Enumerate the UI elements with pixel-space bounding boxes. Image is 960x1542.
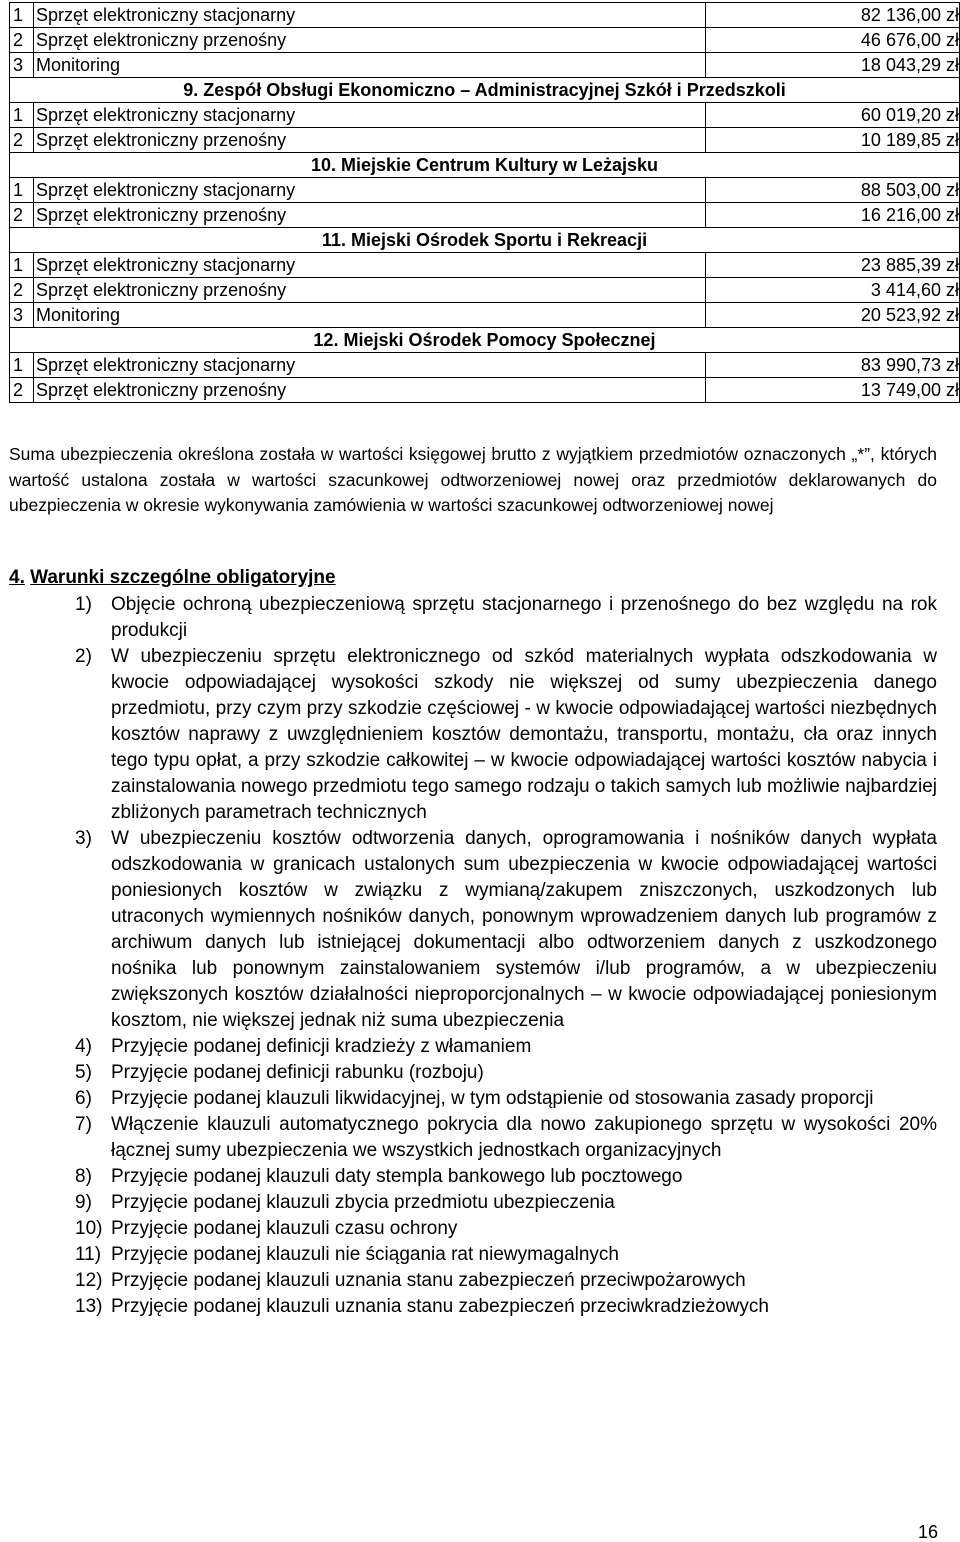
row-number: 1 bbox=[10, 178, 34, 203]
section-heading: Warunki szczególne obligatoryjne bbox=[30, 567, 336, 588]
item-value: 88 503,00 zł bbox=[706, 178, 960, 203]
table-row bbox=[10, 178, 960, 203]
item-value: 16 216,00 zł bbox=[706, 203, 960, 228]
condition-text: Przyjęcie podanej klauzuli likwidacyjnej, w tym odstąpienie od stosowania zasady proporcji bbox=[111, 1088, 874, 1109]
condition-item bbox=[9, 592, 937, 644]
condition-text: Przyjęcie podanej definicji rabunku (rozboju) bbox=[111, 1062, 484, 1083]
condition-item bbox=[9, 1190, 937, 1216]
condition-item bbox=[9, 1268, 937, 1294]
table-row bbox=[10, 28, 960, 53]
condition-item bbox=[9, 1294, 937, 1320]
table-row bbox=[10, 353, 960, 378]
condition-item bbox=[9, 1242, 937, 1268]
item-name: Sprzęt elektroniczny przenośny bbox=[34, 128, 706, 153]
item-value: 3 414,60 zł bbox=[706, 278, 960, 303]
condition-marker: 10) bbox=[75, 1218, 103, 1239]
row-number: 1 bbox=[10, 253, 34, 278]
condition-text: Przyjęcie podanej klauzuli daty stempla bankowego lub pocztowego bbox=[111, 1166, 683, 1187]
condition-text: Przyjęcie podanej klauzuli uznania stanu zabezpieczeń przeciwpożarowych bbox=[111, 1270, 746, 1291]
table-row bbox=[10, 203, 960, 228]
table-section-header bbox=[10, 228, 960, 253]
item-name: Sprzęt elektroniczny stacjonarny bbox=[34, 3, 706, 28]
item-name: Monitoring bbox=[34, 53, 706, 78]
row-number: 2 bbox=[10, 278, 34, 303]
item-name: Monitoring bbox=[34, 303, 706, 328]
row-number: 3 bbox=[10, 53, 34, 78]
item-name: Sprzęt elektroniczny przenośny bbox=[34, 278, 706, 303]
condition-text: Włączenie klauzuli automatycznego pokrycia dla nowo zakupionego sprzętu w wysokości 20% łącznej sumy ubezpieczenia we wszystkich jednostkach organizacyjnych bbox=[111, 1114, 937, 1161]
condition-text: Objęcie ochroną ubezpieczeniową sprzętu stacjonarnego i przenośnego do bez względu na rok produkcji bbox=[111, 594, 937, 641]
table-row bbox=[10, 303, 960, 328]
condition-item bbox=[9, 1060, 937, 1086]
item-value: 10 189,85 zł bbox=[706, 128, 960, 153]
item-value: 60 019,20 zł bbox=[706, 103, 960, 128]
condition-text: Przyjęcie podanej definicji kradzieży z włamaniem bbox=[111, 1036, 532, 1057]
condition-item bbox=[9, 644, 937, 826]
item-value: 20 523,92 zł bbox=[706, 303, 960, 328]
table-row bbox=[10, 53, 960, 78]
table-row bbox=[10, 253, 960, 278]
section-header-text: 11. Miejski Ośrodek Sportu i Rekreacji bbox=[10, 228, 960, 253]
row-number: 1 bbox=[10, 353, 34, 378]
table-row bbox=[10, 128, 960, 153]
condition-marker: 5) bbox=[75, 1062, 92, 1083]
condition-item bbox=[9, 1086, 937, 1112]
table-row bbox=[10, 278, 960, 303]
condition-text: Przyjęcie podanej klauzuli uznania stanu zabezpieczeń przeciwkradzieżowych bbox=[111, 1296, 769, 1317]
table-section-header bbox=[10, 153, 960, 178]
item-value: 13 749,00 zł bbox=[706, 378, 960, 403]
condition-marker: 9) bbox=[75, 1192, 92, 1213]
condition-marker: 1) bbox=[75, 594, 92, 615]
condition-text: W ubezpieczeniu kosztów odtworzenia danych, oprogramowania i nośników danych wypłata odszkodowania w granicach ustalonych sum ubezpieczenia w kwocie odpowiadającej wartości poniesionych kosztów w związku z wymianą/zakupem zniszczonych, uszkodzonych lub utraconych wymiennych nośników danych, ponownym wprowadzeniem danych lub programów z archiwum danych lub istniejącej dokumentacji albo odtworzeniem danych z uszkodzonego nośnika lub ponownym zainstalowaniem systemów i/lub programów, a w ubezpieczeniu zwiększonych kosztów działalności nieproporcjonalnych – w kwocie odpowiadającej poniesionym kosztom, nie większej jednak niż suma ubezpieczenia bbox=[111, 828, 937, 1031]
insurance-table bbox=[9, 2, 960, 403]
condition-item bbox=[9, 826, 937, 1034]
row-number: 2 bbox=[10, 378, 34, 403]
condition-item bbox=[9, 1216, 937, 1242]
row-number: 3 bbox=[10, 303, 34, 328]
condition-marker: 13) bbox=[75, 1296, 103, 1317]
row-number: 1 bbox=[10, 103, 34, 128]
condition-marker: 11) bbox=[75, 1244, 102, 1265]
item-name: Sprzęt elektroniczny stacjonarny bbox=[34, 103, 706, 128]
section-title bbox=[9, 566, 336, 590]
row-number: 2 bbox=[10, 203, 34, 228]
condition-marker: 4) bbox=[75, 1036, 92, 1057]
item-value: 18 043,29 zł bbox=[706, 53, 960, 78]
section-number: 4. bbox=[9, 567, 25, 588]
condition-item bbox=[9, 1034, 937, 1060]
section-header-text: 12. Miejski Ośrodek Pomocy Społecznej bbox=[10, 328, 960, 353]
condition-item bbox=[9, 1112, 937, 1164]
table-row bbox=[10, 3, 960, 28]
condition-marker: 6) bbox=[75, 1088, 92, 1109]
table-section-header bbox=[10, 328, 960, 353]
condition-text: Przyjęcie podanej klauzuli nie ściągania rat niewymagalnych bbox=[111, 1244, 619, 1265]
condition-text: Przyjęcie podanej klauzuli zbycia przedmiotu ubezpieczenia bbox=[111, 1192, 615, 1213]
section-header-text: 10. Miejskie Centrum Kultury w Leżajsku bbox=[10, 153, 960, 178]
table-section-header bbox=[10, 78, 960, 103]
item-name: Sprzęt elektroniczny przenośny bbox=[34, 28, 706, 53]
item-name: Sprzęt elektroniczny stacjonarny bbox=[34, 178, 706, 203]
item-name: Sprzęt elektroniczny stacjonarny bbox=[34, 353, 706, 378]
row-number: 2 bbox=[10, 28, 34, 53]
item-name: Sprzęt elektroniczny przenośny bbox=[34, 378, 706, 403]
row-number: 2 bbox=[10, 128, 34, 153]
item-name: Sprzęt elektroniczny stacjonarny bbox=[34, 253, 706, 278]
conditions-list bbox=[9, 592, 937, 1320]
condition-marker: 3) bbox=[75, 828, 92, 849]
condition-marker: 12) bbox=[75, 1270, 103, 1291]
condition-marker: 7) bbox=[75, 1114, 92, 1135]
condition-item bbox=[9, 1164, 937, 1190]
table-row bbox=[10, 378, 960, 403]
item-value: 82 136,00 zł bbox=[706, 3, 960, 28]
sum-insured-note: Suma ubezpieczenia określona została w wartości księgowej brutto z wyjątkiem przedmiotów oznaczonych „*”, których wartość ustalona została w wartości szacunkowej odtworzeniowej nowej oraz przedmiotów deklarowanych do ubezpieczenia w okresie wykonywania zamówienia w wartości szacunkowej odtworzeniowej nowej bbox=[9, 444, 937, 515]
condition-text: W ubezpieczeniu sprzętu elektronicznego od szkód materialnych wypłata odszkodowania w kwocie odpowiadającej wysokości szkody nie większej od sumy ubezpieczenia danego przedmiotu, przy czym przy szkodzie częściowej - w kwocie odpowiadającej wartości niezbędnych kosztów naprawy z uwzględnieniem kosztów demontażu, transportu, montażu, cła oraz innych tego typu opłat, a przy szkodzie całkowitej – w kwocie odpowiadającej wartości kosztów nabycia i zainstalowania nowego przedmiotu tego samego rodzaju o takich samych lub możliwie najbardziej zbliżonych parametrach technicznych bbox=[111, 646, 937, 823]
condition-text: Przyjęcie podanej klauzuli czasu ochrony bbox=[111, 1218, 458, 1239]
item-value: 83 990,73 zł bbox=[706, 353, 960, 378]
item-value: 46 676,00 zł bbox=[706, 28, 960, 53]
condition-marker: 2) bbox=[75, 646, 92, 667]
item-name: Sprzęt elektroniczny przenośny bbox=[34, 203, 706, 228]
row-number: 1 bbox=[10, 3, 34, 28]
item-value: 23 885,39 zł bbox=[706, 253, 960, 278]
condition-marker: 8) bbox=[75, 1166, 92, 1187]
section-header-text: 9. Zespół Obsługi Ekonomiczno – Administracyjnej Szkół i Przedszkoli bbox=[10, 78, 960, 103]
table-row bbox=[10, 103, 960, 128]
page-number: 16 bbox=[917, 1522, 938, 1542]
